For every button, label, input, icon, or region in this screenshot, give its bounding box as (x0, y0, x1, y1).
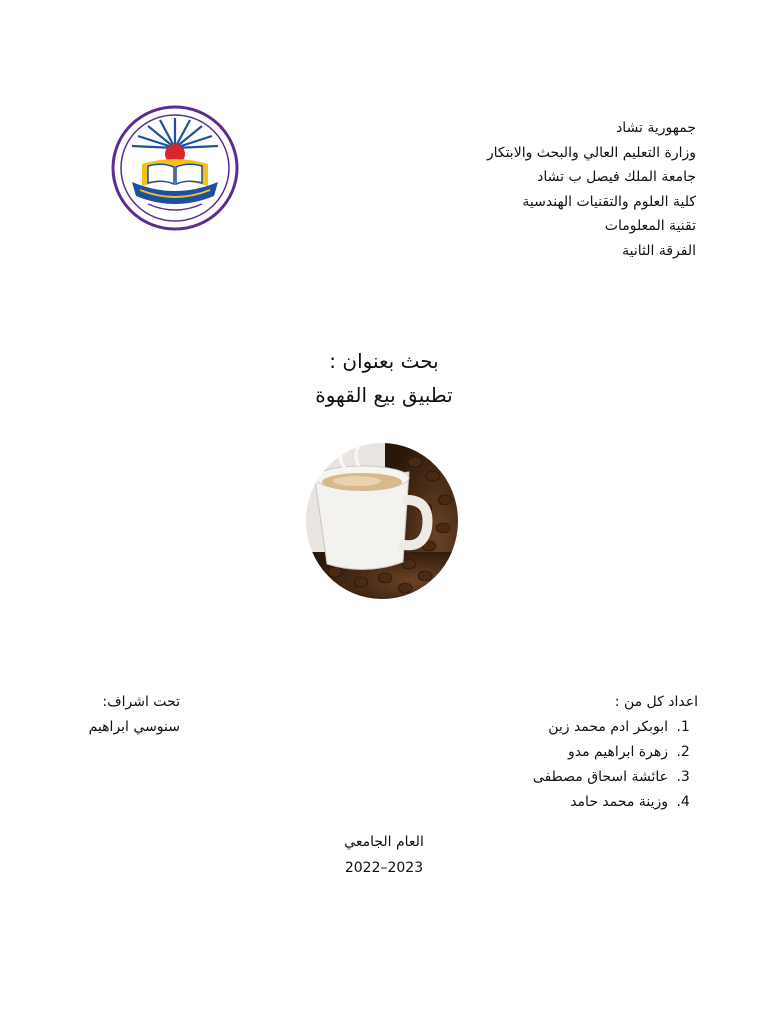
supervisor-name: سنوسي ابراهيم (88, 719, 180, 735)
member-item: 3. عائشة اسحاق مصطفى (398, 765, 672, 790)
members-list (398, 715, 698, 815)
title-label: بحث بعنوان : (329, 349, 439, 373)
member-item: 4. وزينة محمد حامد (398, 790, 672, 815)
academic-year (0, 829, 768, 881)
title-text: تطبيق بيع القهوة (315, 383, 453, 407)
coffee-cup-with-beans-icon (305, 442, 460, 600)
academic-year-value: 2022–2023 (344, 860, 424, 876)
prepared-by-label: اعداد كل من : (614, 694, 698, 710)
university-seal-icon (110, 104, 240, 234)
header-line: كلية العلوم والتقنيات الهندسية (522, 193, 696, 210)
prepared-by-section (398, 690, 698, 815)
academic-year-label: العام الجامعي (344, 834, 424, 850)
supervision-label: تحت اشراف: (102, 694, 180, 710)
header-line: وزارة التعليم العالي والبحث والابتكار (486, 144, 696, 161)
header-line: جمهورية تشاد (616, 120, 696, 136)
header-line: جامعة الملك فيصل ب تشاد (537, 169, 696, 185)
coffee-image (305, 442, 460, 600)
member-item: 2. زهرة ابراهيم مدو (398, 740, 672, 765)
header-line: الفرقة الثانية (622, 242, 696, 259)
member-item: 1. ابوبكر ادم محمد زين (398, 715, 672, 740)
institution-header (356, 116, 696, 263)
header-line: تقنية المعلومات (604, 218, 696, 234)
supervision-section (70, 690, 180, 740)
university-logo (110, 104, 240, 234)
research-title (0, 344, 768, 412)
